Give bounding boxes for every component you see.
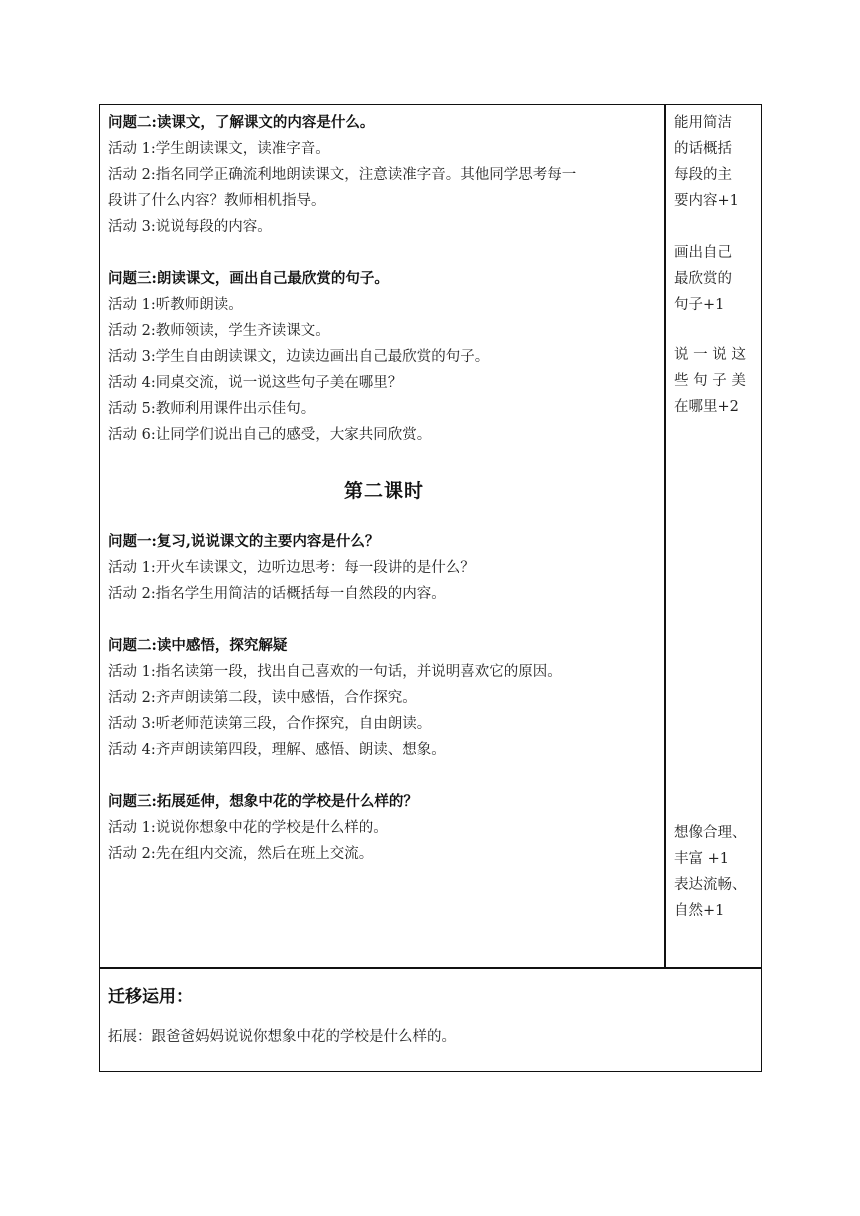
activity-line: 活动 3:说说每段的内容。	[108, 219, 272, 235]
activity-line: 活动 4:同桌交流，说一说这些句子美在哪里？	[108, 375, 403, 391]
column-divider	[664, 104, 666, 968]
evaluation-criterion: 想像合理、 丰富 +1 表达流畅、 自然+1	[674, 825, 747, 919]
activity-line: 活动 1:说说你想象中花的学校是什么样的。	[108, 820, 388, 836]
row-divider	[99, 967, 762, 969]
question-title: 问题三:朗读课文，画出自己最欣赏的句子。	[108, 270, 389, 287]
activity-line: 活动 1:指名读第一段，找出自己喜欢的一句话，并说明喜欢它的原因。	[108, 664, 562, 680]
activity-line: 活动 1:学生朗读课文，读准字音。	[108, 141, 330, 157]
activity-line: 活动 3:学生自由朗读课文，边读边画出自己最欣赏的句子。	[108, 349, 490, 365]
activity-line: 活动 4:齐声朗读第四段，理解、感悟、朗读、想象。	[108, 742, 446, 758]
activity-line: 活动 1:听教师朗读。	[108, 297, 243, 313]
transfer-section	[108, 982, 748, 1050]
question-title: 问题三:拓展延伸，想象中花的学校是什么样的？	[108, 793, 418, 810]
question-title: 问题二:读课文，了解课文的内容是什么。	[108, 114, 375, 131]
activity-line: 活动 2:指名学生用简洁的话概括每一自然段的内容。	[108, 586, 446, 602]
transfer-heading: 迁移运用：	[108, 987, 193, 1007]
question-title: 问题二:读中感悟，探究解疑	[108, 637, 288, 654]
activity-line: 活动 1:开火车读课文，边听边思考：每一段讲的是什么？	[108, 560, 475, 576]
activity-line: 活动 2:齐声朗读第二段，读中感悟，合作探究。	[108, 690, 417, 706]
question-title: 问题一:复习,说说课文的主要内容是什么？	[108, 533, 380, 550]
activity-line: 活动 2:教师领读，学生齐读课文。	[108, 323, 330, 339]
section-heading: 第二课时	[343, 480, 424, 502]
activity-line: 段讲了什么内容？教师相机指导。	[108, 193, 326, 209]
activity-line: 活动 3:听老师范读第三段，合作探究，自由朗读。	[108, 716, 432, 732]
activity-line: 活动 5:教师利用课件出示佳句。	[108, 401, 316, 417]
activity-line: 活动 2:指名同学正确流利地朗读课文，注意读准字音。其他同学思考每一	[108, 167, 577, 183]
activity-line: 活动 6:让同学们说出自己的感受，大家共同欣赏。	[108, 427, 432, 443]
evaluation-criterion: 能用简洁 的话概括 每段的主 要内容+1	[674, 115, 739, 209]
transfer-text: 拓展：跟爸爸妈妈说说你想象中花的学校是什么样的。	[108, 1029, 456, 1045]
evaluation-criterion: 画出自己 最欣赏的 句子+1	[674, 245, 732, 313]
evaluation-criterion: 说 一 说 这 些 句 子 美 在哪里+2	[674, 347, 746, 415]
activities-column	[108, 110, 660, 867]
activity-line: 活动 2:先在组内交流，然后在班上交流。	[108, 846, 374, 862]
